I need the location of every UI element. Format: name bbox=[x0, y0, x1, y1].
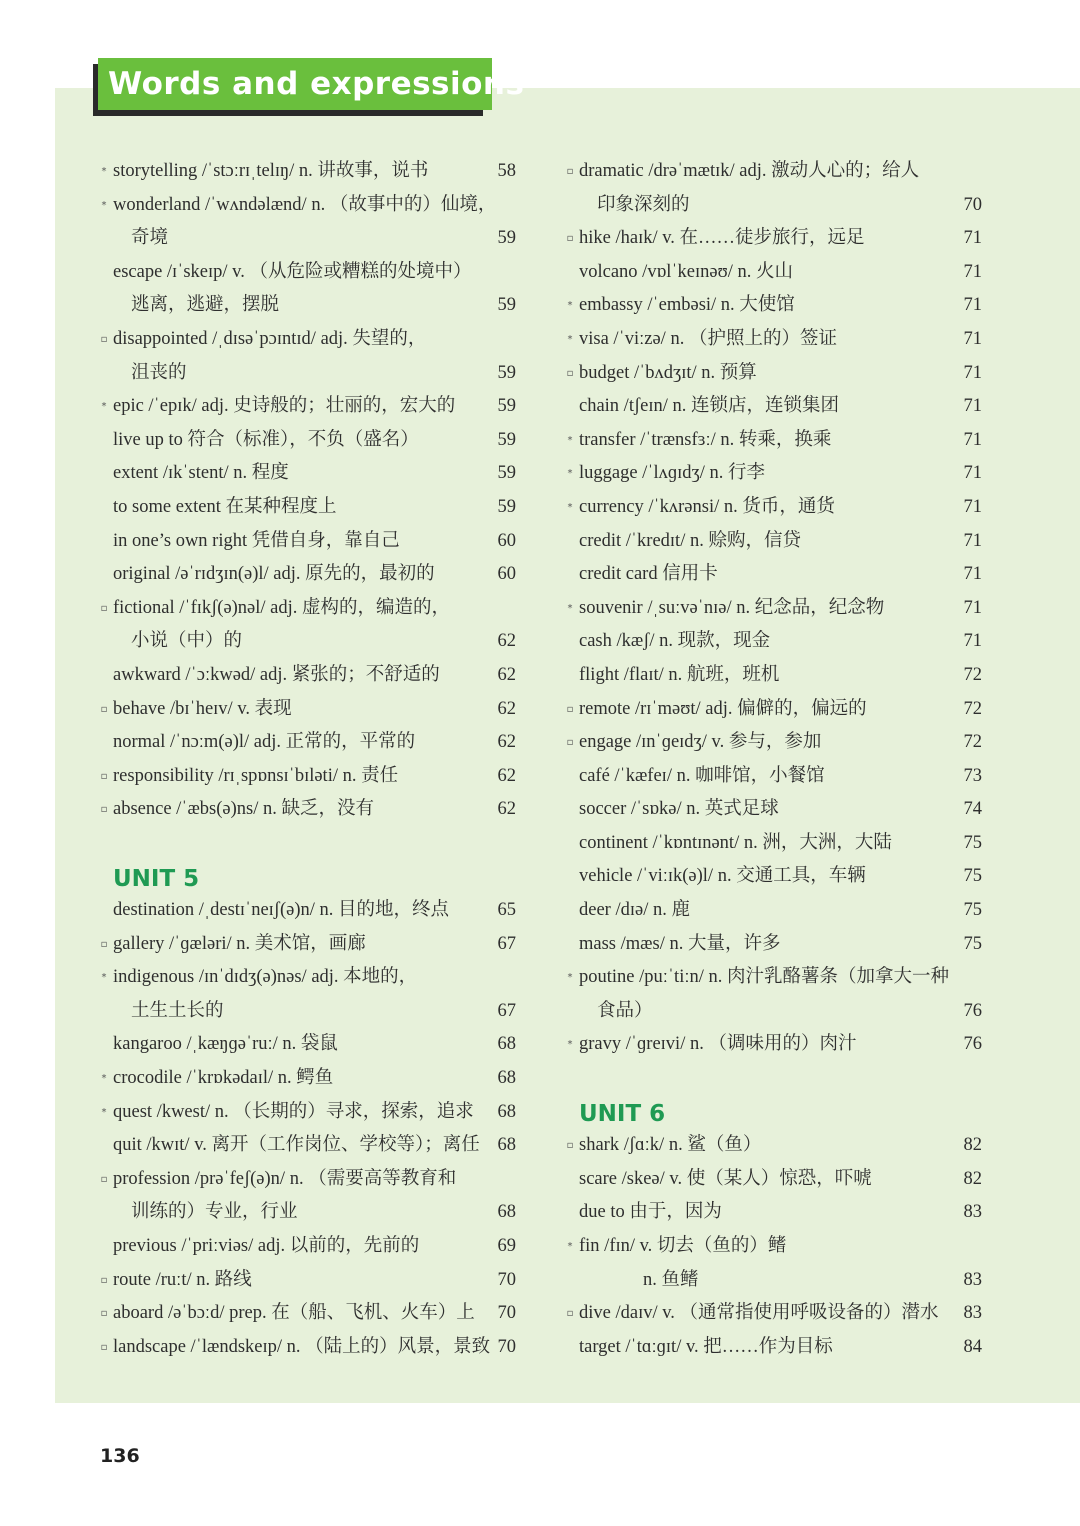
vocab-entry bbox=[562, 558, 982, 592]
vocab-entry-continuation bbox=[96, 289, 516, 323]
vocab-entry-continuation bbox=[562, 1264, 982, 1298]
entry-page-number: 59 bbox=[497, 295, 516, 316]
entry-marker: * bbox=[101, 199, 107, 211]
entry-marker: ▫ bbox=[566, 233, 574, 245]
entry-page-number: 72 bbox=[963, 664, 982, 685]
vocab-entry bbox=[96, 894, 516, 928]
entry-text: escape /ɪˈskeɪp/ v. （从危险或糟糕的处境中） bbox=[113, 261, 472, 282]
entry-page-number: 65 bbox=[497, 900, 516, 921]
entry-page-number: 62 bbox=[497, 765, 516, 786]
entry-marker: * bbox=[101, 1073, 107, 1085]
entry-text: fin /fɪn/ v. 切去（鱼的）鳍 bbox=[579, 1236, 787, 1256]
entry-text: scare /skeə/ v. 使（某人）惊恐，吓唬 bbox=[579, 1168, 872, 1189]
vocab-entry bbox=[96, 1028, 516, 1062]
entry-marker: ▫ bbox=[566, 703, 574, 715]
entry-marker: ▫ bbox=[100, 1274, 108, 1286]
entry-page-number: 62 bbox=[497, 732, 516, 753]
entry-marker: * bbox=[567, 468, 573, 480]
vocab-entry bbox=[562, 1028, 982, 1062]
entry-page-number: 59 bbox=[497, 429, 516, 450]
entry-text: target /ˈtɑːɡɪt/ v. 把……作为目标 bbox=[579, 1336, 833, 1357]
entry-text: dive /daɪv/ v. （通常指使用呼吸设备的）潜水 bbox=[579, 1303, 939, 1324]
entry-text: dramatic /drəˈmætɪk/ adj. 激动人心的；给人 bbox=[579, 161, 920, 181]
entry-page-number: 75 bbox=[963, 866, 982, 887]
entry-text: fictional /ˈfɪkʃ(ə)nəl/ adj. 虚构的，编造的， bbox=[113, 597, 451, 618]
vocab-entry bbox=[96, 928, 516, 962]
entry-text: 逃离，逃避，摆脱 bbox=[131, 295, 280, 316]
entry-page-number: 71 bbox=[963, 530, 982, 551]
entry-page-number: 59 bbox=[497, 396, 516, 417]
entry-marker: ▫ bbox=[566, 166, 574, 177]
entry-text: vehicle /ˈviːɪk(ə)l/ n. 交通工具，车辆 bbox=[579, 866, 866, 887]
vocab-entry-continuation bbox=[96, 625, 516, 659]
vocab-entry bbox=[96, 424, 516, 458]
entry-text: original /əˈrɪdʒɪn(ə)l/ adj. 原先的，最初的 bbox=[113, 564, 435, 585]
entry-marker: * bbox=[567, 602, 573, 614]
entry-marker: ▫ bbox=[100, 1341, 108, 1353]
entry-text: currency /ˈkʌrənsi/ n. 货币，通货 bbox=[579, 496, 835, 517]
entry-marker: ▫ bbox=[100, 703, 108, 715]
entry-text: mass /mæs/ n. 大量，许多 bbox=[579, 933, 781, 954]
unit-heading: UNIT 5 bbox=[113, 866, 200, 893]
page-number: 136 bbox=[100, 1445, 140, 1467]
vocab-entry bbox=[562, 1196, 982, 1230]
vocab-entry bbox=[562, 961, 982, 995]
entry-text: luggage /ˈlʌɡɪdʒ/ n. 行李 bbox=[579, 463, 765, 484]
entry-marker: ▫ bbox=[100, 1173, 108, 1185]
vocab-entry bbox=[562, 860, 982, 894]
vocab-entry bbox=[562, 1297, 982, 1331]
vocab-entry bbox=[96, 760, 516, 794]
entry-marker: ▫ bbox=[100, 602, 108, 614]
entry-text: 沮丧的 bbox=[131, 362, 187, 383]
vocab-entry bbox=[96, 659, 516, 693]
vocab-entry bbox=[562, 256, 982, 290]
entry-text: 训练的）专业，行业 bbox=[131, 1202, 298, 1223]
entry-text: transfer /ˈtrænsfɜː/ n. 转乘，换乘 bbox=[579, 429, 832, 450]
entry-text: soccer /ˈsɒkə/ n. 英式足球 bbox=[579, 799, 779, 820]
entry-text: responsibility /rɪˌspɒnsɪˈbɪləti/ n. 责任 bbox=[113, 765, 399, 786]
vocab-entry bbox=[96, 726, 516, 760]
entry-text: 印象深刻的 bbox=[597, 194, 690, 215]
entry-page-number: 76 bbox=[963, 1000, 982, 1021]
entry-page-number: 71 bbox=[963, 396, 982, 417]
entry-text: embassy /ˈembəsi/ n. 大使馆 bbox=[579, 295, 795, 316]
entry-text: 小说（中）的 bbox=[131, 631, 243, 652]
entry-text: behave /bɪˈheɪv/ v. 表现 bbox=[113, 698, 292, 719]
entry-text: due to 由于，因为 bbox=[579, 1202, 722, 1223]
entry-page-number: 59 bbox=[497, 228, 516, 249]
vocab-entry bbox=[96, 961, 516, 995]
entry-marker: ▫ bbox=[566, 367, 574, 379]
entry-page-number: 70 bbox=[963, 194, 982, 215]
entry-text: aboard /əˈbɔːd/ prep. 在（船、飞机、火车）上 bbox=[113, 1303, 475, 1324]
entry-marker: ▫ bbox=[100, 1308, 108, 1320]
entry-page-number: 74 bbox=[963, 799, 982, 820]
entry-page-number: 68 bbox=[497, 1135, 516, 1156]
vocab-entry bbox=[96, 592, 516, 626]
entry-text: volcano /vɒlˈkeɪnəʊ/ n. 火山 bbox=[579, 261, 794, 282]
entry-page-number: 62 bbox=[497, 698, 516, 719]
entry-text: wonderland /ˈwʌndəlænd/ n. （故事中的）仙境， bbox=[113, 194, 497, 215]
entry-page-number: 71 bbox=[963, 429, 982, 450]
entry-marker: ▫ bbox=[100, 804, 108, 816]
entry-page-number: 62 bbox=[497, 799, 516, 820]
entry-page-number: 69 bbox=[497, 1236, 516, 1256]
vocab-entry bbox=[562, 1230, 982, 1264]
entry-marker: * bbox=[567, 972, 573, 984]
vocab-entry bbox=[562, 894, 982, 928]
entry-text: normal /ˈnɔːm(ə)l/ adj. 正常的，平常的 bbox=[113, 732, 416, 753]
entry-text: awkward /ˈɔːkwəd/ adj. 紧张的；不舒适的 bbox=[113, 664, 440, 685]
entry-page-number: 73 bbox=[963, 765, 982, 786]
vocab-entry bbox=[96, 558, 516, 592]
entry-text: landscape /ˈlændskeɪp/ n. （陆上的）风景，景致 bbox=[113, 1336, 491, 1357]
entry-text: profession /prəˈfeʃ(ə)n/ n. （需要高等教育和 bbox=[113, 1168, 457, 1189]
entry-page-number: 70 bbox=[497, 1303, 516, 1324]
entry-text: budget /ˈbʌdʒɪt/ n. 预算 bbox=[579, 362, 757, 383]
entry-page-number: 62 bbox=[497, 664, 516, 685]
entry-page-number: 71 bbox=[963, 328, 982, 349]
vocab-entry-continuation bbox=[96, 1196, 516, 1230]
entry-text: kangaroo /ˌkæŋɡəˈruː/ n. 袋鼠 bbox=[113, 1034, 338, 1055]
entry-page-number: 83 bbox=[963, 1269, 982, 1290]
vocab-entry bbox=[96, 390, 516, 424]
vocab-entry bbox=[96, 457, 516, 491]
vocab-entry bbox=[96, 1297, 516, 1331]
vocab-entry bbox=[562, 726, 982, 760]
entry-page-number: 68 bbox=[497, 1202, 516, 1223]
entry-marker: * bbox=[567, 1241, 573, 1252]
entry-text: quit /kwɪt/ v. 离开（工作岗位、学校等）；离任 bbox=[113, 1135, 480, 1156]
vocab-entry bbox=[96, 525, 516, 559]
entry-text: cash /kæʃ/ n. 现款，现金 bbox=[579, 631, 771, 652]
entry-marker: * bbox=[567, 501, 573, 513]
entry-text: chain /tʃeɪn/ n. 连锁店，连锁集团 bbox=[579, 396, 839, 417]
vocab-entry bbox=[562, 390, 982, 424]
vocab-entry bbox=[96, 256, 516, 290]
entry-page-number: 75 bbox=[963, 900, 982, 921]
entry-text: souvenir /ˌsuːvəˈnɪə/ n. 纪念品，纪念物 bbox=[579, 597, 885, 618]
entry-text: gravy /ˈɡreɪvi/ n. （调味用的）肉汁 bbox=[579, 1034, 857, 1055]
entry-page-number: 68 bbox=[497, 1068, 516, 1089]
entry-marker: * bbox=[567, 300, 573, 312]
entry-marker: * bbox=[101, 166, 107, 177]
entry-marker: * bbox=[567, 434, 573, 446]
vocab-entry bbox=[562, 525, 982, 559]
entry-page-number: 71 bbox=[963, 631, 982, 652]
vocab-entry bbox=[96, 1264, 516, 1298]
entry-page-number: 75 bbox=[963, 832, 982, 853]
vocab-entry bbox=[562, 424, 982, 458]
entry-page-number: 72 bbox=[963, 732, 982, 753]
entry-page-number: 60 bbox=[497, 564, 516, 585]
entry-text: 土生土长的 bbox=[131, 1000, 224, 1021]
entry-text: in one’s own right 凭借自身，靠自己 bbox=[113, 530, 400, 551]
entry-page-number: 82 bbox=[963, 1168, 982, 1189]
entry-text: live up to 符合（标准），不负（盛名） bbox=[113, 429, 419, 450]
entry-text: visa /ˈviːzə/ n. （护照上的）签证 bbox=[579, 328, 837, 349]
entry-text: deer /dɪə/ n. 鹿 bbox=[579, 900, 690, 921]
entry-text: destination /ˌdestɪˈneɪʃ(ə)n/ n. 目的地，终点 bbox=[113, 900, 450, 921]
vocab-entry bbox=[562, 155, 982, 189]
entry-text: to some extent 在某种程度上 bbox=[113, 496, 337, 517]
entry-page-number: 71 bbox=[963, 463, 982, 484]
unit-heading-row bbox=[562, 1062, 982, 1129]
entry-text: poutine /puːˈtiːn/ n. 肉汁乳酪薯条（加拿大一种 bbox=[579, 967, 949, 988]
entry-text: shark /ʃɑːk/ n. 鲨（鱼） bbox=[579, 1135, 762, 1156]
entry-text: absence /ˈæbs(ə)ns/ n. 缺乏，没有 bbox=[113, 799, 375, 820]
vocab-entry bbox=[562, 760, 982, 794]
entry-text: credit card 信用卡 bbox=[579, 564, 718, 585]
entry-text: extent /ɪkˈstent/ n. 程度 bbox=[113, 463, 289, 484]
entry-marker: ▫ bbox=[100, 770, 108, 782]
entry-text: quest /kwest/ n. （长期的）寻求，探索，追求 bbox=[113, 1101, 474, 1122]
vocab-entry bbox=[562, 625, 982, 659]
vocab-entry bbox=[562, 323, 982, 357]
entry-marker: * bbox=[101, 972, 107, 984]
vocab-entry bbox=[562, 659, 982, 693]
entry-text: n. 鱼鳍 bbox=[643, 1269, 699, 1290]
entry-page-number: 72 bbox=[963, 698, 982, 719]
entry-text: 奇境 bbox=[131, 228, 169, 249]
entry-marker: ▫ bbox=[566, 1308, 574, 1320]
entry-page-number: 62 bbox=[497, 631, 516, 652]
entry-marker: * bbox=[567, 1039, 573, 1051]
vocab-entry bbox=[96, 1062, 516, 1096]
vocab-entry bbox=[96, 155, 516, 189]
unit-heading: UNIT 6 bbox=[579, 1101, 666, 1128]
vocab-entry bbox=[96, 793, 516, 827]
vocab-entry bbox=[96, 1163, 516, 1197]
entry-page-number: 71 bbox=[963, 261, 982, 282]
entry-text: hike /haɪk/ v. 在……徒步旅行，远足 bbox=[579, 228, 865, 249]
entry-page-number: 58 bbox=[497, 161, 516, 181]
vocab-entry bbox=[562, 928, 982, 962]
entry-text: café /ˈkæfeɪ/ n. 咖啡馆，小餐馆 bbox=[579, 765, 825, 786]
vocab-entry bbox=[96, 491, 516, 525]
entry-text: indigenous /ɪnˈdɪdʒ(ə)nəs/ adj. 本地的， bbox=[113, 967, 418, 988]
vocab-entry bbox=[562, 357, 982, 391]
entry-text: remote /rɪˈməʊt/ adj. 偏僻的，偏远的 bbox=[579, 698, 867, 719]
entry-text: 食品） bbox=[597, 1000, 653, 1021]
vocab-entry-continuation bbox=[96, 222, 516, 256]
vocab-entry-continuation bbox=[96, 995, 516, 1029]
entry-text: gallery /ˈɡæləri/ n. 美术馆，画廊 bbox=[113, 933, 366, 954]
entry-page-number: 60 bbox=[497, 530, 516, 551]
entry-marker: * bbox=[567, 333, 573, 345]
entry-page-number: 59 bbox=[497, 496, 516, 517]
entry-marker: ▫ bbox=[100, 333, 108, 345]
vocab-entry bbox=[562, 1129, 982, 1163]
entry-page-number: 59 bbox=[497, 362, 516, 383]
entry-page-number: 71 bbox=[963, 496, 982, 517]
entry-text: flight /flaɪt/ n. 航班，班机 bbox=[579, 664, 780, 685]
vocab-entry-continuation bbox=[96, 357, 516, 391]
entry-page-number: 71 bbox=[963, 228, 982, 249]
entry-marker: * bbox=[101, 401, 107, 413]
entry-page-number: 70 bbox=[497, 1336, 516, 1357]
entry-page-number: 83 bbox=[963, 1202, 982, 1223]
vocab-entry bbox=[562, 222, 982, 256]
entry-marker: ▫ bbox=[566, 737, 574, 749]
entry-text: epic /ˈepɪk/ adj. 史诗般的；壮丽的，宏大的 bbox=[113, 396, 456, 417]
vocab-entry bbox=[562, 491, 982, 525]
vocab-entry bbox=[562, 592, 982, 626]
entry-text: crocodile /ˈkrɒkədaɪl/ n. 鳄鱼 bbox=[113, 1068, 334, 1089]
entry-page-number: 68 bbox=[497, 1101, 516, 1122]
entry-page-number: 67 bbox=[497, 933, 516, 954]
entry-page-number: 71 bbox=[963, 597, 982, 618]
unit-heading-row bbox=[96, 827, 516, 894]
vocab-entry bbox=[562, 793, 982, 827]
entry-page-number: 68 bbox=[497, 1034, 516, 1055]
vocab-entry bbox=[96, 1129, 516, 1163]
vocab-entry bbox=[96, 1096, 516, 1130]
vocab-entry bbox=[562, 457, 982, 491]
vocab-entry bbox=[562, 1331, 982, 1365]
vocab-entry bbox=[96, 1230, 516, 1264]
vocab-entry bbox=[562, 827, 982, 861]
vocab-entry bbox=[562, 289, 982, 323]
entry-page-number: 67 bbox=[497, 1000, 516, 1021]
entry-text: continent /ˈkɒntɪnənt/ n. 洲，大洲，大陆 bbox=[579, 832, 892, 853]
entry-marker: ▫ bbox=[566, 1140, 574, 1152]
vocab-entry-continuation bbox=[562, 995, 982, 1029]
entry-page-number: 76 bbox=[963, 1034, 982, 1055]
entry-page-number: 84 bbox=[963, 1336, 982, 1357]
entry-text: route /ruːt/ n. 路线 bbox=[113, 1269, 252, 1290]
entry-text: credit /ˈkredɪt/ n. 赊购，信贷 bbox=[579, 530, 801, 551]
entry-text: disappointed /ˌdɪsəˈpɔɪntɪd/ adj. 失望的， bbox=[113, 328, 427, 349]
entry-page-number: 59 bbox=[497, 463, 516, 484]
entry-page-number: 75 bbox=[963, 933, 982, 954]
entry-text: engage /ɪnˈɡeɪdʒ/ v. 参与，参加 bbox=[579, 732, 822, 753]
vocab-entry bbox=[96, 693, 516, 727]
entry-marker: ▫ bbox=[100, 938, 108, 950]
entry-page-number: 83 bbox=[963, 1303, 982, 1324]
left-column bbox=[96, 155, 516, 1364]
vocab-entry-continuation bbox=[562, 189, 982, 223]
page-title: Words and expressions bbox=[108, 66, 525, 102]
entry-text: previous /ˈpriːviəs/ adj. 以前的，先前的 bbox=[113, 1236, 420, 1256]
entry-page-number: 71 bbox=[963, 564, 982, 585]
entry-page-number: 82 bbox=[963, 1135, 982, 1156]
vocab-entry bbox=[96, 1331, 516, 1365]
entry-marker: * bbox=[101, 1106, 107, 1118]
entry-page-number: 71 bbox=[963, 295, 982, 316]
vocab-entry bbox=[96, 323, 516, 357]
right-column bbox=[562, 155, 982, 1364]
entry-page-number: 70 bbox=[497, 1269, 516, 1290]
vocab-entry bbox=[562, 693, 982, 727]
vocab-entry bbox=[562, 1163, 982, 1197]
entry-page-number: 71 bbox=[963, 362, 982, 383]
vocab-entry bbox=[96, 189, 516, 223]
entry-text: storytelling /ˈstɔːrɪˌtelɪŋ/ n. 讲故事，说书 bbox=[113, 161, 429, 181]
